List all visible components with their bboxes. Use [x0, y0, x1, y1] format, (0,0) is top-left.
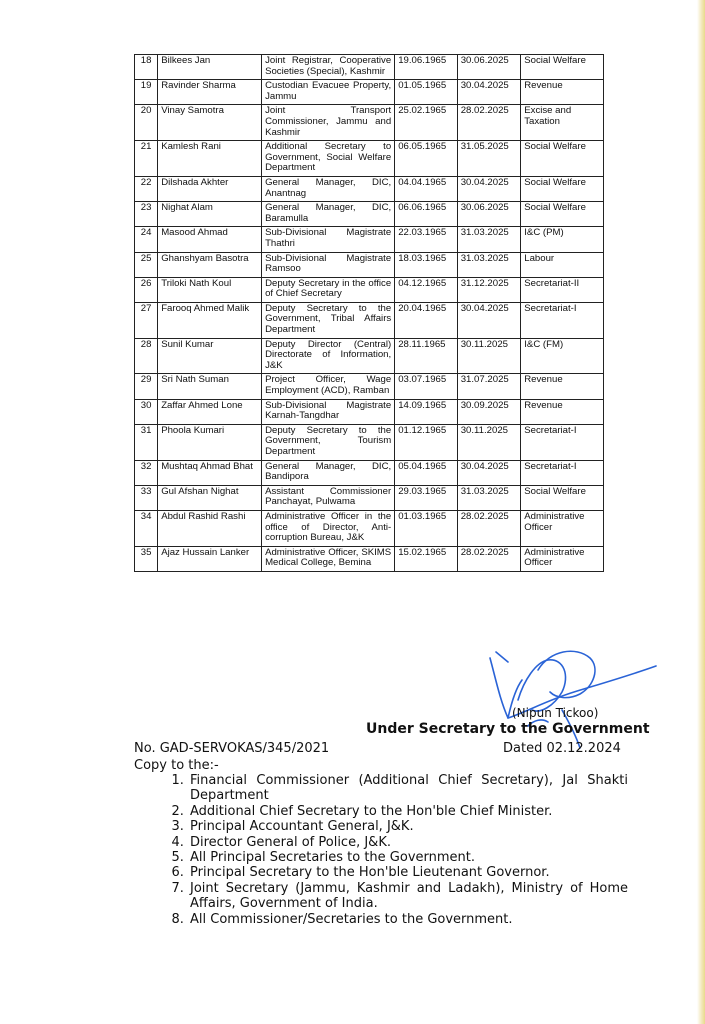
- designation-cell: Deputy Secretary in the office of Chief Secretary: [262, 277, 395, 302]
- retirement-date-cell: 31.03.2025: [457, 227, 521, 252]
- birth-date-cell: 22.03.1965: [395, 227, 458, 252]
- designation-cell: Administrative Officer in the office of Director, Anti-corruption Bureau, J&K: [262, 510, 395, 546]
- designation-cell: Custodian Evacuee Property, Jammu: [262, 80, 395, 105]
- name-cell: Gul Afshan Nighat: [158, 485, 262, 510]
- serial-cell: 35: [135, 546, 158, 571]
- retirement-date-cell: 31.03.2025: [457, 252, 521, 277]
- table-row: [135, 202, 604, 227]
- name-cell: Ravinder Sharma: [158, 80, 262, 105]
- name-cell: Ajaz Hussain Lanker: [158, 546, 262, 571]
- retirement-date-cell: 31.05.2025: [457, 141, 521, 177]
- designation-cell: Assistant Commissioner Panchayat, Pulwama: [262, 485, 395, 510]
- designation-cell: General Manager, DIC, Anantnag: [262, 176, 395, 201]
- serial-cell: 22: [135, 176, 158, 201]
- retirement-date-cell: 30.06.2025: [457, 55, 521, 80]
- table-body: [135, 55, 604, 572]
- department-cell: I&C (PM): [521, 227, 604, 252]
- retirement-date-cell: 30.11.2025: [457, 338, 521, 374]
- birth-date-cell: 04.04.1965: [395, 176, 458, 201]
- designation-cell: Project Officer, Wage Employment (ACD), Ramban: [262, 374, 395, 399]
- table-row: [135, 460, 604, 485]
- retirement-date-cell: 31.07.2025: [457, 374, 521, 399]
- table-row: [135, 141, 604, 177]
- serial-cell: 18: [135, 55, 158, 80]
- retirement-date-cell: 28.02.2025: [457, 546, 521, 571]
- birth-date-cell: 01.05.1965: [395, 80, 458, 105]
- table-row: [135, 374, 604, 399]
- retirement-date-cell: 30.09.2025: [457, 399, 521, 424]
- table-row: [135, 55, 604, 80]
- table-row: [135, 338, 604, 374]
- department-cell: Excise and Taxation: [521, 105, 604, 141]
- designation-cell: General Manager, DIC, Bandipora: [262, 460, 395, 485]
- retirement-date-cell: 30.04.2025: [457, 80, 521, 105]
- name-cell: Sunil Kumar: [158, 338, 262, 374]
- signatory-name: (Nipun Tickoo): [512, 706, 599, 720]
- copy-list-item: 6. Principal Secretary to the Hon'ble Lieutenant Governor.: [188, 865, 628, 880]
- department-cell: Revenue: [521, 399, 604, 424]
- name-cell: Abdul Rashid Rashi: [158, 510, 262, 546]
- department-cell: Administrative Officer: [521, 510, 604, 546]
- birth-date-cell: 03.07.1965: [395, 374, 458, 399]
- department-cell: Revenue: [521, 80, 604, 105]
- designation-cell: Joint Transport Commissioner, Jammu and Kashmir: [262, 105, 395, 141]
- name-cell: Kamlesh Rani: [158, 141, 262, 177]
- order-date: Dated 02.12.2024: [503, 741, 621, 756]
- copy-list-item: 2. Additional Chief Secretary to the Hon'ble Chief Minister.: [188, 804, 628, 819]
- department-cell: Secretariat-I: [521, 424, 604, 460]
- designation-cell: Deputy Director (Central) Directorate of Information, J&K: [262, 338, 395, 374]
- retirement-date-cell: 28.02.2025: [457, 105, 521, 141]
- table-row: [135, 485, 604, 510]
- name-cell: Farooq Ahmed Malik: [158, 302, 262, 338]
- copy-list-item: 4. Director General of Police, J&K.: [188, 835, 628, 850]
- department-cell: I&C (FM): [521, 338, 604, 374]
- retirement-date-cell: 30.04.2025: [457, 302, 521, 338]
- serial-cell: 28: [135, 338, 158, 374]
- table-row: [135, 424, 604, 460]
- copy-to-heading: Copy to the:-: [134, 758, 219, 773]
- birth-date-cell: 14.09.1965: [395, 399, 458, 424]
- designation-cell: Deputy Secretary to the Government, Tribal Affairs Department: [262, 302, 395, 338]
- retirement-date-cell: 30.04.2025: [457, 176, 521, 201]
- copy-list-item: 1. Financial Commissioner (Additional Chief Secretary), Jal Shakti Department: [188, 773, 628, 804]
- retirement-date-cell: 28.02.2025: [457, 510, 521, 546]
- table-row: [135, 399, 604, 424]
- order-number: No. GAD-SERVOKAS/345/2021: [134, 741, 330, 756]
- department-cell: Social Welfare: [521, 55, 604, 80]
- designation-cell: Sub-Divisional Magistrate Karnah-Tangdhar: [262, 399, 395, 424]
- serial-cell: 26: [135, 277, 158, 302]
- department-cell: Secretariat-I: [521, 460, 604, 485]
- department-cell: Secretariat-II: [521, 277, 604, 302]
- table-row: [135, 105, 604, 141]
- serial-cell: 25: [135, 252, 158, 277]
- name-cell: Dilshada Akhter: [158, 176, 262, 201]
- page-edge-shadow: [697, 0, 705, 1024]
- serial-cell: 29: [135, 374, 158, 399]
- name-cell: Vinay Samotra: [158, 105, 262, 141]
- copy-list-item: 7. Joint Secretary (Jammu, Kashmir and Ladakh), Ministry of Home Affairs, Government of India.: [188, 881, 628, 912]
- table-row: [135, 252, 604, 277]
- department-cell: Social Welfare: [521, 141, 604, 177]
- department-cell: Administrative Officer: [521, 546, 604, 571]
- serial-cell: 23: [135, 202, 158, 227]
- table-row: [135, 302, 604, 338]
- copy-list-item: 5. All Principal Secretaries to the Government.: [188, 850, 628, 865]
- designation-cell: Administrative Officer, SKIMS Medical College, Bemina: [262, 546, 395, 571]
- retirement-date-cell: 30.06.2025: [457, 202, 521, 227]
- table-row: [135, 80, 604, 105]
- designation-cell: Sub-Divisional Magistrate Ramsoo: [262, 252, 395, 277]
- birth-date-cell: 01.03.1965: [395, 510, 458, 546]
- retirement-date-cell: 31.03.2025: [457, 485, 521, 510]
- table-row: [135, 176, 604, 201]
- table-row: [135, 277, 604, 302]
- serial-cell: 34: [135, 510, 158, 546]
- table-row: [135, 546, 604, 571]
- serial-cell: 21: [135, 141, 158, 177]
- retirement-date-cell: 30.11.2025: [457, 424, 521, 460]
- serial-cell: 20: [135, 105, 158, 141]
- serial-cell: 31: [135, 424, 158, 460]
- department-cell: Secretariat-I: [521, 302, 604, 338]
- serial-cell: 27: [135, 302, 158, 338]
- birth-date-cell: 01.12.1965: [395, 424, 458, 460]
- serial-cell: 24: [135, 227, 158, 252]
- birth-date-cell: 05.04.1965: [395, 460, 458, 485]
- serial-cell: 32: [135, 460, 158, 485]
- birth-date-cell: 15.02.1965: [395, 546, 458, 571]
- birth-date-cell: 04.12.1965: [395, 277, 458, 302]
- name-cell: Zaffar Ahmed Lone: [158, 399, 262, 424]
- copy-list-item: 3. Principal Accountant General, J&K.: [188, 819, 628, 834]
- name-cell: Nighat Alam: [158, 202, 262, 227]
- birth-date-cell: 06.06.1965: [395, 202, 458, 227]
- serial-cell: 33: [135, 485, 158, 510]
- retirement-table: [134, 54, 604, 572]
- name-cell: Mushtaq Ahmad Bhat: [158, 460, 262, 485]
- department-cell: Labour: [521, 252, 604, 277]
- designation-cell: Joint Registrar, Cooperative Societies (Special), Kashmir: [262, 55, 395, 80]
- designation-cell: Deputy Secretary to the Government, Tourism Department: [262, 424, 395, 460]
- birth-date-cell: 29.03.1965: [395, 485, 458, 510]
- copy-list: [166, 773, 628, 927]
- name-cell: Phoola Kumari: [158, 424, 262, 460]
- table-row: [135, 227, 604, 252]
- retirement-date-cell: 30.04.2025: [457, 460, 521, 485]
- serial-cell: 19: [135, 80, 158, 105]
- department-cell: Social Welfare: [521, 202, 604, 227]
- serial-cell: 30: [135, 399, 158, 424]
- birth-date-cell: 20.04.1965: [395, 302, 458, 338]
- designation-cell: Sub-Divisional Magistrate Thathri: [262, 227, 395, 252]
- birth-date-cell: 18.03.1965: [395, 252, 458, 277]
- department-cell: Social Welfare: [521, 176, 604, 201]
- name-cell: Triloki Nath Koul: [158, 277, 262, 302]
- designation-cell: General Manager, DIC, Baramulla: [262, 202, 395, 227]
- birth-date-cell: 06.05.1965: [395, 141, 458, 177]
- birth-date-cell: 19.06.1965: [395, 55, 458, 80]
- designation-cell: Additional Secretary to Government, Social Welfare Department: [262, 141, 395, 177]
- department-cell: Social Welfare: [521, 485, 604, 510]
- name-cell: Masood Ahmad: [158, 227, 262, 252]
- table-row: [135, 510, 604, 546]
- birth-date-cell: 25.02.1965: [395, 105, 458, 141]
- birth-date-cell: 28.11.1965: [395, 338, 458, 374]
- name-cell: Bilkees Jan: [158, 55, 262, 80]
- retirement-date-cell: 31.12.2025: [457, 277, 521, 302]
- signatory-title: Under Secretary to the Government: [366, 721, 650, 737]
- department-cell: Revenue: [521, 374, 604, 399]
- copy-list-item: 8. All Commissioner/Secretaries to the Government.: [188, 912, 628, 927]
- name-cell: Ghanshyam Basotra: [158, 252, 262, 277]
- name-cell: Sri Nath Suman: [158, 374, 262, 399]
